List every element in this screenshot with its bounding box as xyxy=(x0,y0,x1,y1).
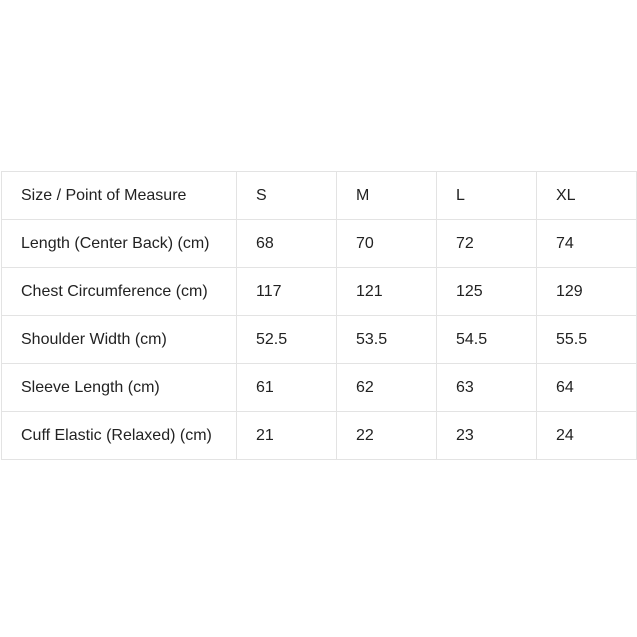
row-label: Sleeve Length (cm) xyxy=(2,364,237,412)
table-cell: 21 xyxy=(237,412,337,460)
table-cell: 52.5 xyxy=(237,316,337,364)
table-cell: 68 xyxy=(237,220,337,268)
header-cell-size-s: S xyxy=(237,172,337,220)
row-label: Chest Circumference (cm) xyxy=(2,268,237,316)
table-row-cuff xyxy=(2,412,637,460)
table-cell: 61 xyxy=(237,364,337,412)
table-cell: 129 xyxy=(537,268,637,316)
row-label: Length (Center Back) (cm) xyxy=(2,220,237,268)
table-cell: 63 xyxy=(437,364,537,412)
table-cell: 72 xyxy=(437,220,537,268)
table-row-length xyxy=(2,220,637,268)
table-cell: 55.5 xyxy=(537,316,637,364)
size-chart-table xyxy=(1,171,637,460)
table-cell: 53.5 xyxy=(337,316,437,364)
table-row-sleeve xyxy=(2,364,637,412)
table-row-chest xyxy=(2,268,637,316)
table-cell: 74 xyxy=(537,220,637,268)
row-label: Shoulder Width (cm) xyxy=(2,316,237,364)
row-label: Cuff Elastic (Relaxed) (cm) xyxy=(2,412,237,460)
table-cell: 24 xyxy=(537,412,637,460)
header-cell-size-m: M xyxy=(337,172,437,220)
table-cell: 64 xyxy=(537,364,637,412)
table-cell: 23 xyxy=(437,412,537,460)
table-cell: 117 xyxy=(237,268,337,316)
table-cell: 22 xyxy=(337,412,437,460)
table-header-row xyxy=(2,172,637,220)
header-cell-size-xl: XL xyxy=(537,172,637,220)
header-cell-measure: Size / Point of Measure xyxy=(2,172,237,220)
table-row-shoulder xyxy=(2,316,637,364)
table-cell: 121 xyxy=(337,268,437,316)
table-cell: 62 xyxy=(337,364,437,412)
table-cell: 54.5 xyxy=(437,316,537,364)
table-cell: 70 xyxy=(337,220,437,268)
header-cell-size-l: L xyxy=(437,172,537,220)
table-cell: 125 xyxy=(437,268,537,316)
